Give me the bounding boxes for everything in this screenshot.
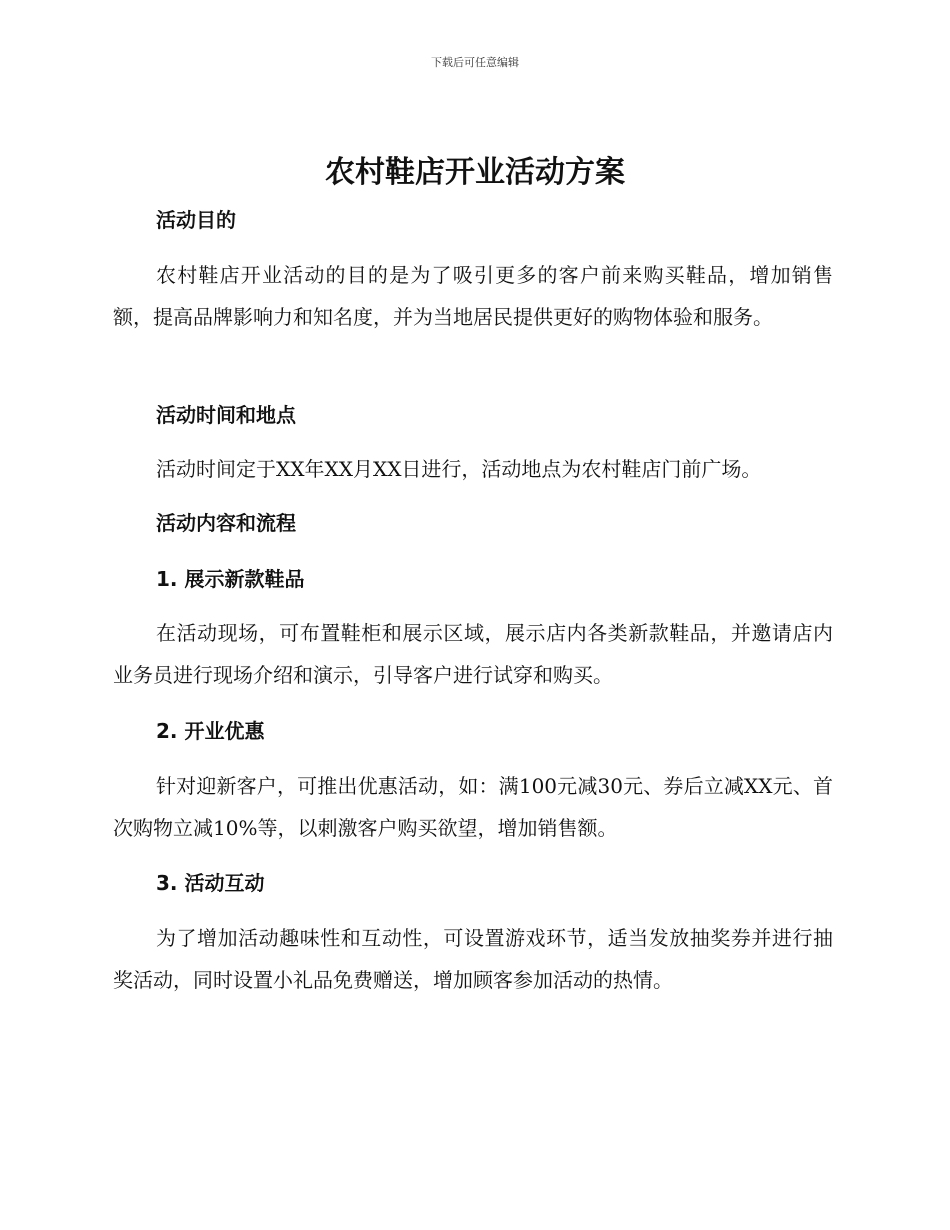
section-text-purpose: 农村鞋店开业活动的目的是为了吸引更多的客户前来购买鞋品，增加销售额，提高品牌影响力和知名度，并为当地居民提供更好的购物体验和服务。 <box>113 263 833 329</box>
section-heading-item1: 1. 展示新款鞋品 <box>156 567 305 591</box>
section-heading-time-place: 活动时间和地点 <box>156 403 296 427</box>
section-text-item2: 针对迎新客户，可推出优惠活动，如：满100元减30元、券后立减XX元、首次购物立减10%等，以刺激客户购买欲望，增加销售额。 <box>113 774 833 840</box>
section-text-item1: 在活动现场，可布置鞋柜和展示区域，展示店内各类新款鞋品，并邀请店内业务员进行现场介绍和演示，引导客户进行试穿和购买。 <box>113 621 833 687</box>
section-heading-item2: 2. 开业优惠 <box>156 719 265 743</box>
section-heading-purpose: 活动目的 <box>156 208 236 232</box>
section-heading-content-flow: 活动内容和流程 <box>156 511 296 535</box>
section-text-item3: 为了增加活动趣味性和互动性，可设置游戏环节，适当发放抽奖券并进行抽奖活动，同时设置小礼品免费赠送，增加顾客参加活动的热情。 <box>113 926 833 992</box>
document-title: 农村鞋店开业活动方案 <box>325 155 625 190</box>
section-text-time-place: 活动时间定于XX年XX月XX日进行，活动地点为农村鞋店门前广场。 <box>156 457 762 481</box>
header-note: 下载后可任意编辑 <box>431 56 519 69</box>
section-heading-item3: 3. 活动互动 <box>156 871 265 895</box>
